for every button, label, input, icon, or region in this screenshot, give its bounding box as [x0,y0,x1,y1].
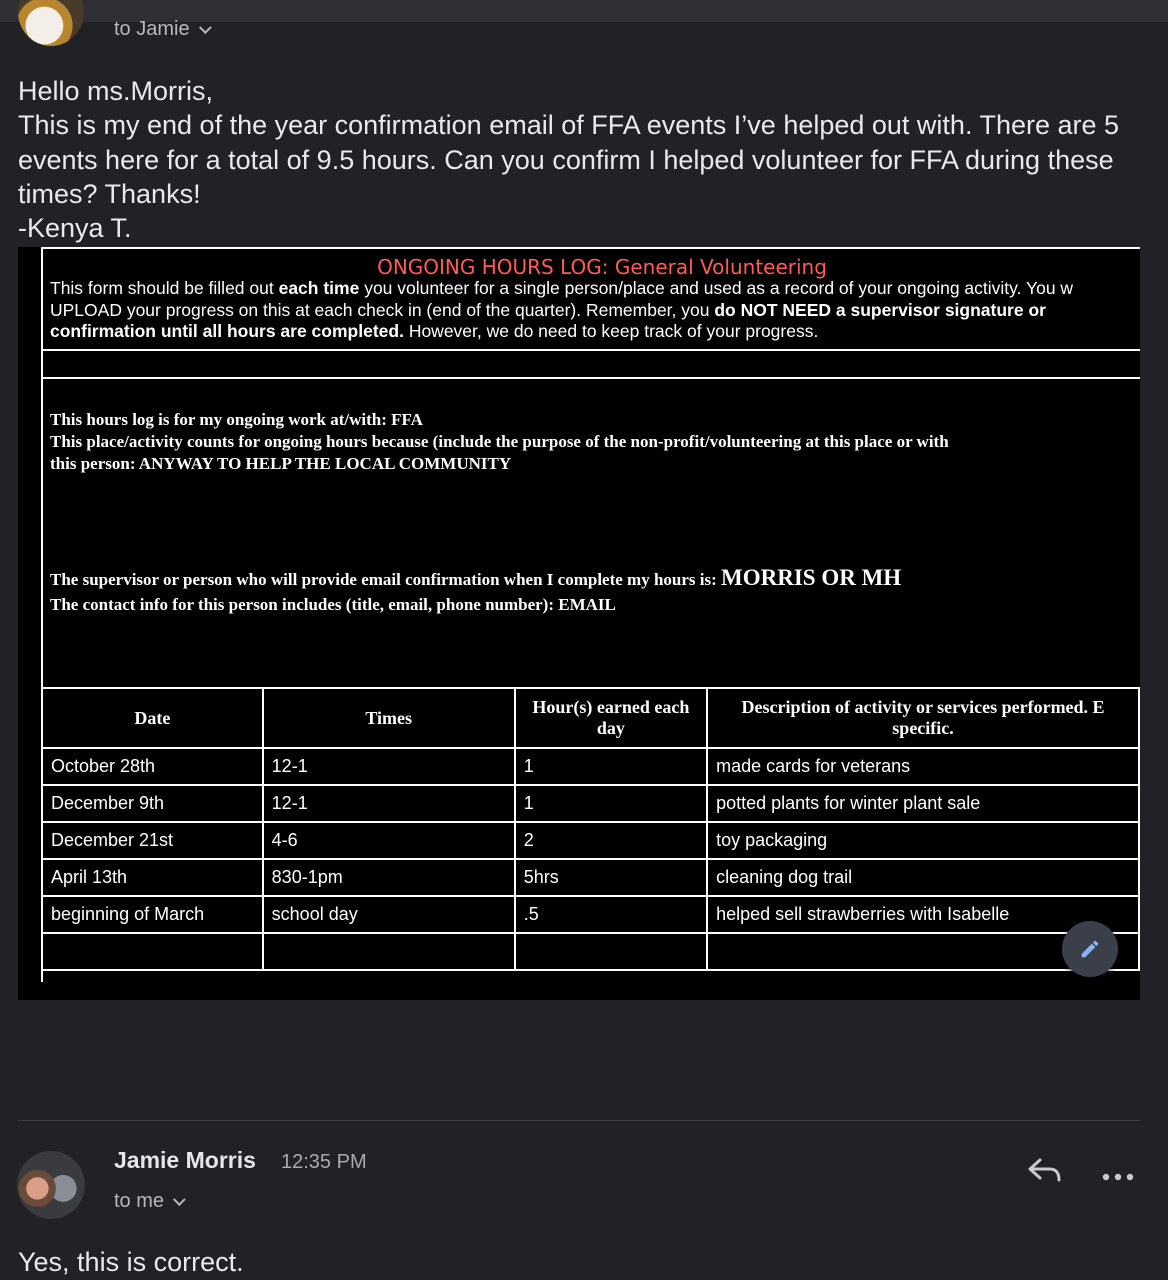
cell-times: 830-1pm [263,859,515,896]
avatar[interactable] [17,1151,85,1219]
more-options-button[interactable] [1100,1158,1140,1186]
cell-date: April 13th [42,859,263,896]
table-row [42,822,1139,859]
cell-hours: 1 [515,748,707,785]
sent-time: 12:35 PM [281,1151,367,1173]
header-date: Date [42,688,263,748]
recipient-dropdown[interactable] [114,18,207,41]
hours-log-table [41,687,1140,971]
cell-hours [515,933,707,970]
message-paragraph: This is my end of the year confirmation email of FFA events I’ve helped out with. There are 5 events here for a total of 9.5 hours. Can you confirm I helped volunteer for FFA during these times? Thanks! [18,110,1120,209]
table-row [42,933,1139,970]
cell-hours: 2 [515,822,707,859]
document-instructions: This form should be filled out each time you volunteer for a single person/place and used as a record of your ongoing activity. You w UPLOAD your progress on this at each check in (end of the quarter). Remember, you do NOT NEED a supervisor signature or confirmation until all hours are completed. However, we do need to keep track of your progress. [50,278,1074,341]
header-description: Description of activity or services performed. E specific. [707,688,1139,748]
reply-body: Yes, this is correct. [18,1247,244,1277]
cell-description: made cards for veterans [707,748,1139,785]
cell-description: helped sell strawberries with Isabelle [707,896,1139,933]
cell-hours: 5hrs [515,859,707,896]
message-divider [18,1120,1140,1121]
chevron-down-icon [199,21,212,34]
cell-hours: 1 [515,785,707,822]
cell-times: 4-6 [263,822,515,859]
reply-button[interactable] [1026,1154,1066,1190]
recipient-dropdown[interactable] [114,1190,181,1213]
cell-description: toy packaging [707,822,1139,859]
cell-hours: .5 [515,896,707,933]
edit-button[interactable] [1062,921,1118,977]
recipient-label: to Jamie [114,18,190,40]
attached-image[interactable] [18,247,1140,1000]
sender-name[interactable]: Jamie Morris [114,1147,256,1173]
table-row [42,785,1139,822]
work-info: This hours log is for my ongoing work at/with: FFA This place/activity counts for ongoing hours because (include the purpose of the non-profit/volunteering at this place or with this person: ANYWAY TO HELP THE LOCAL COMMUNITY [50,410,949,473]
signature: -Kenya T. [18,213,132,244]
divider [41,377,1140,379]
divider [41,349,1140,351]
greeting: Hello ms.Morris, [18,76,214,106]
table-row [42,896,1139,933]
more-horizontal-icon [1100,1171,1136,1183]
supervisor-info: The supervisor or person who will provide email confirmation when I complete my hours is: MORRIS OR MH The contact info for this person includes (title, email, phone number): EMAIL [50,565,902,614]
chevron-down-icon [173,1193,186,1206]
table-header-row [42,688,1139,748]
cell-times: 12-1 [263,748,515,785]
cell-date: December 21st [42,822,263,859]
message-body [18,74,1148,245]
recipient-label: to me [114,1190,165,1212]
cell-description: cleaning dog trail [707,859,1139,896]
cell-date [42,933,263,970]
cell-description: potted plants for winter plant sale [707,785,1139,822]
cell-date: October 28th [42,748,263,785]
header-hours: Hour(s) earned each day [515,688,707,748]
table-row [42,859,1139,896]
cell-date: December 9th [42,785,263,822]
header-times: Times [263,688,515,748]
table-row [42,748,1139,785]
reply-icon [1026,1154,1064,1188]
avatar[interactable] [18,0,84,46]
cell-times [263,933,515,970]
cell-times: school day [263,896,515,933]
document-title: ONGOING HOURS LOG: General Volunteering [377,255,827,279]
border-top [41,247,1140,249]
cell-times: 12-1 [263,785,515,822]
pencil-icon [1079,938,1101,960]
cell-date: beginning of March [42,896,263,933]
